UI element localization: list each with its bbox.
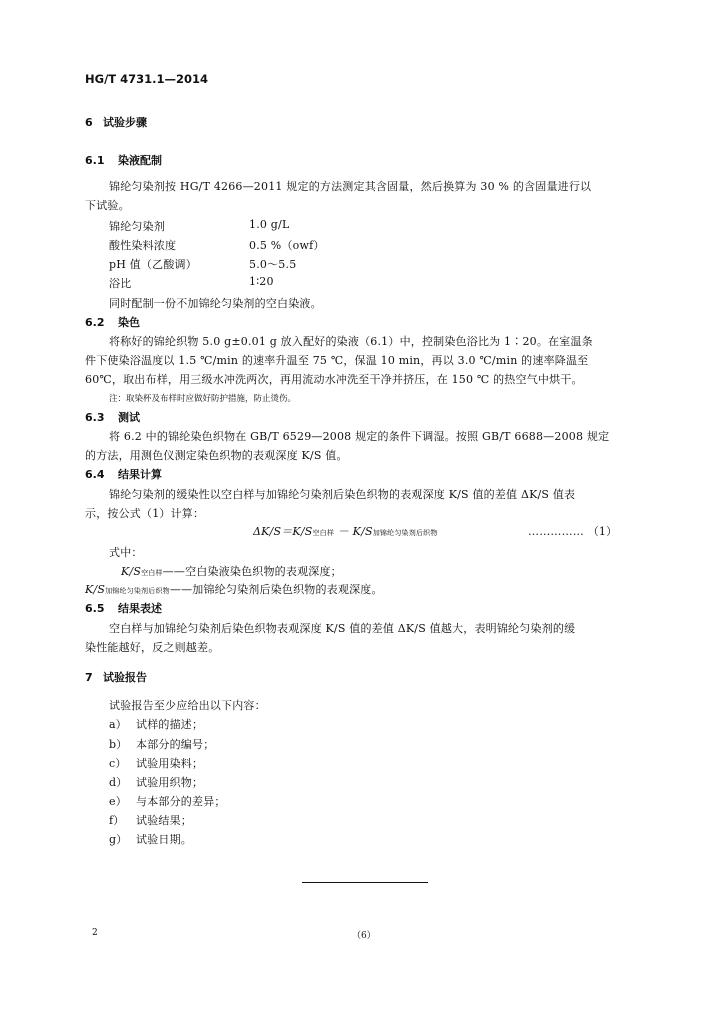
formula	[253, 523, 438, 539]
param-label: 锦纶匀染剂	[109, 220, 165, 233]
list-item	[109, 812, 192, 828]
section-number: 6.1	[85, 154, 105, 167]
section-6-3-heading	[85, 409, 140, 425]
paragraph-line: 空白样与加锦纶匀染剂后染色织物表观深度 K/S 值的差值 ΔK/S 值越大，表明锦纶匀染剂的缓	[109, 622, 576, 635]
formula-lhs: ΔK/S＝K/S	[253, 525, 313, 538]
definition-text: ——加锦纶匀染剂后染色织物的表观深度。	[169, 583, 383, 596]
formula-mid: － K/S	[334, 525, 373, 538]
paragraph-line: 同时配制一份不加锦纶匀染剂的空白染液。	[109, 297, 322, 310]
paragraph-line: 件下使染浴温度以 1.5 ℃/min 的速率升温至 75 ℃，保温 10 min，再以 3.0 ℃/min 的速率降温至	[85, 354, 589, 367]
where-label: 式中：	[109, 546, 143, 559]
list-item-text: 本部分的编号；	[136, 738, 215, 751]
paragraph-line: 下试验。	[85, 199, 130, 212]
paragraph-line: 将称好的锦纶织物 5.0 g±0.01 g 放入配好的染液（6.1）中，控制染色浴比为 1∶20。在室温条	[109, 335, 593, 348]
section-title: 试验步骤	[103, 116, 147, 129]
param-value: 1.0 g/L	[249, 218, 290, 231]
list-item-text: 与本部分的差异；	[136, 795, 226, 808]
list-marker: d）	[109, 776, 128, 789]
param-value: 5.0～5.5	[249, 258, 297, 271]
paragraph-line: 60℃，取出布样，用三级水冲洗两次，再用流动水冲洗至干净并挤压，在 150 ℃ 的热空气中烘干。	[85, 373, 583, 386]
list-item-text: 试验结果；	[136, 814, 192, 827]
section-number: 6.2	[85, 316, 105, 329]
definition-text: ——空白染液染色织物的表观深度；	[162, 565, 342, 578]
section-number: 7	[85, 671, 93, 684]
symbol-definition	[85, 581, 383, 597]
section-6-heading	[85, 114, 147, 130]
formula-subscript: 空白样	[312, 529, 335, 537]
list-item	[109, 793, 226, 809]
end-rule	[302, 882, 428, 883]
paragraph-line: 的方法，用测色仪测定染色织物的表观深度 K/S 值。	[85, 449, 348, 462]
list-marker: f）	[109, 814, 125, 827]
formula-number: …………… （1）	[528, 525, 618, 538]
section-title: 测试	[118, 411, 140, 424]
symbol-subscript: 空白样	[141, 569, 163, 577]
paragraph-line: 试验报告至少应给出以下内容：	[109, 699, 266, 712]
paragraph-line: 锦纶匀染剂的缓染性以空白样与加锦纶匀染剂后染色织物的表观深度 K/S 值的差值 ΔK/S 值表	[109, 488, 576, 501]
paragraph-line: 锦纶匀染剂按 HG/T 4266—2011 规定的方法测定其含固量，然后换算为 30 % 的含固量进行以	[109, 180, 592, 193]
list-item-text: 试验用染料；	[136, 757, 204, 770]
param-label: 酸性染料浓度	[109, 239, 177, 252]
list-item-text: 试样的描述；	[136, 718, 204, 731]
section-7-heading	[85, 669, 147, 685]
section-title: 结果表述	[118, 602, 162, 615]
symbol-definition	[121, 563, 342, 579]
section-6-1-heading	[85, 152, 162, 168]
section-number: 6.5	[85, 602, 105, 615]
section-6-2-heading	[85, 314, 140, 330]
list-item	[109, 774, 203, 790]
section-title: 染色	[118, 316, 140, 329]
formula-subscript: 加锦纶匀染剂后织物	[372, 529, 438, 537]
list-marker: c）	[109, 757, 127, 770]
standard-number: HG/T 4731.1—2014	[85, 72, 208, 86]
symbol-subscript: 加锦纶匀染剂后织物	[105, 587, 170, 595]
section-number: 6.4	[85, 468, 105, 481]
list-item-text: 试验日期。	[136, 833, 192, 846]
symbol: K/S	[85, 583, 106, 596]
list-marker: g）	[109, 833, 128, 846]
param-label: 浴比	[109, 277, 132, 290]
section-number: 6.3	[85, 411, 105, 424]
list-marker: e）	[109, 795, 127, 808]
list-marker: b）	[109, 738, 128, 751]
param-label: pH 值（乙酸调）	[109, 258, 197, 271]
list-item	[109, 736, 214, 752]
paragraph-line: 示，按公式（1）计算：	[85, 507, 205, 520]
section-6-4-heading	[85, 466, 162, 482]
list-item	[109, 716, 203, 732]
list-item	[109, 755, 203, 771]
sequence-number: （6）	[352, 931, 376, 941]
note: 注：取染杯及布样时应做好防护措施，防止烫伤。	[109, 394, 297, 404]
paragraph-line: 染性能越好，反之则越差。	[85, 641, 220, 654]
page-number: 2	[92, 928, 98, 938]
param-value: 1∶20	[249, 275, 274, 288]
list-item	[109, 831, 192, 847]
list-item-text: 试验用织物；	[136, 776, 204, 789]
section-title: 试验报告	[103, 671, 147, 684]
section-title: 染液配制	[118, 154, 162, 167]
paragraph-line: 将 6.2 中的锦纶染色织物在 GB/T 6529—2008 规定的条件下调湿。按照 GB/T 6688—2008 规定	[109, 430, 610, 443]
section-6-5-heading	[85, 600, 162, 616]
section-title: 结果计算	[118, 468, 162, 481]
list-marker: a）	[109, 718, 127, 731]
param-value: 0.5 %（owf）	[249, 239, 325, 252]
symbol: K/S	[121, 565, 142, 578]
section-number: 6	[85, 116, 93, 129]
